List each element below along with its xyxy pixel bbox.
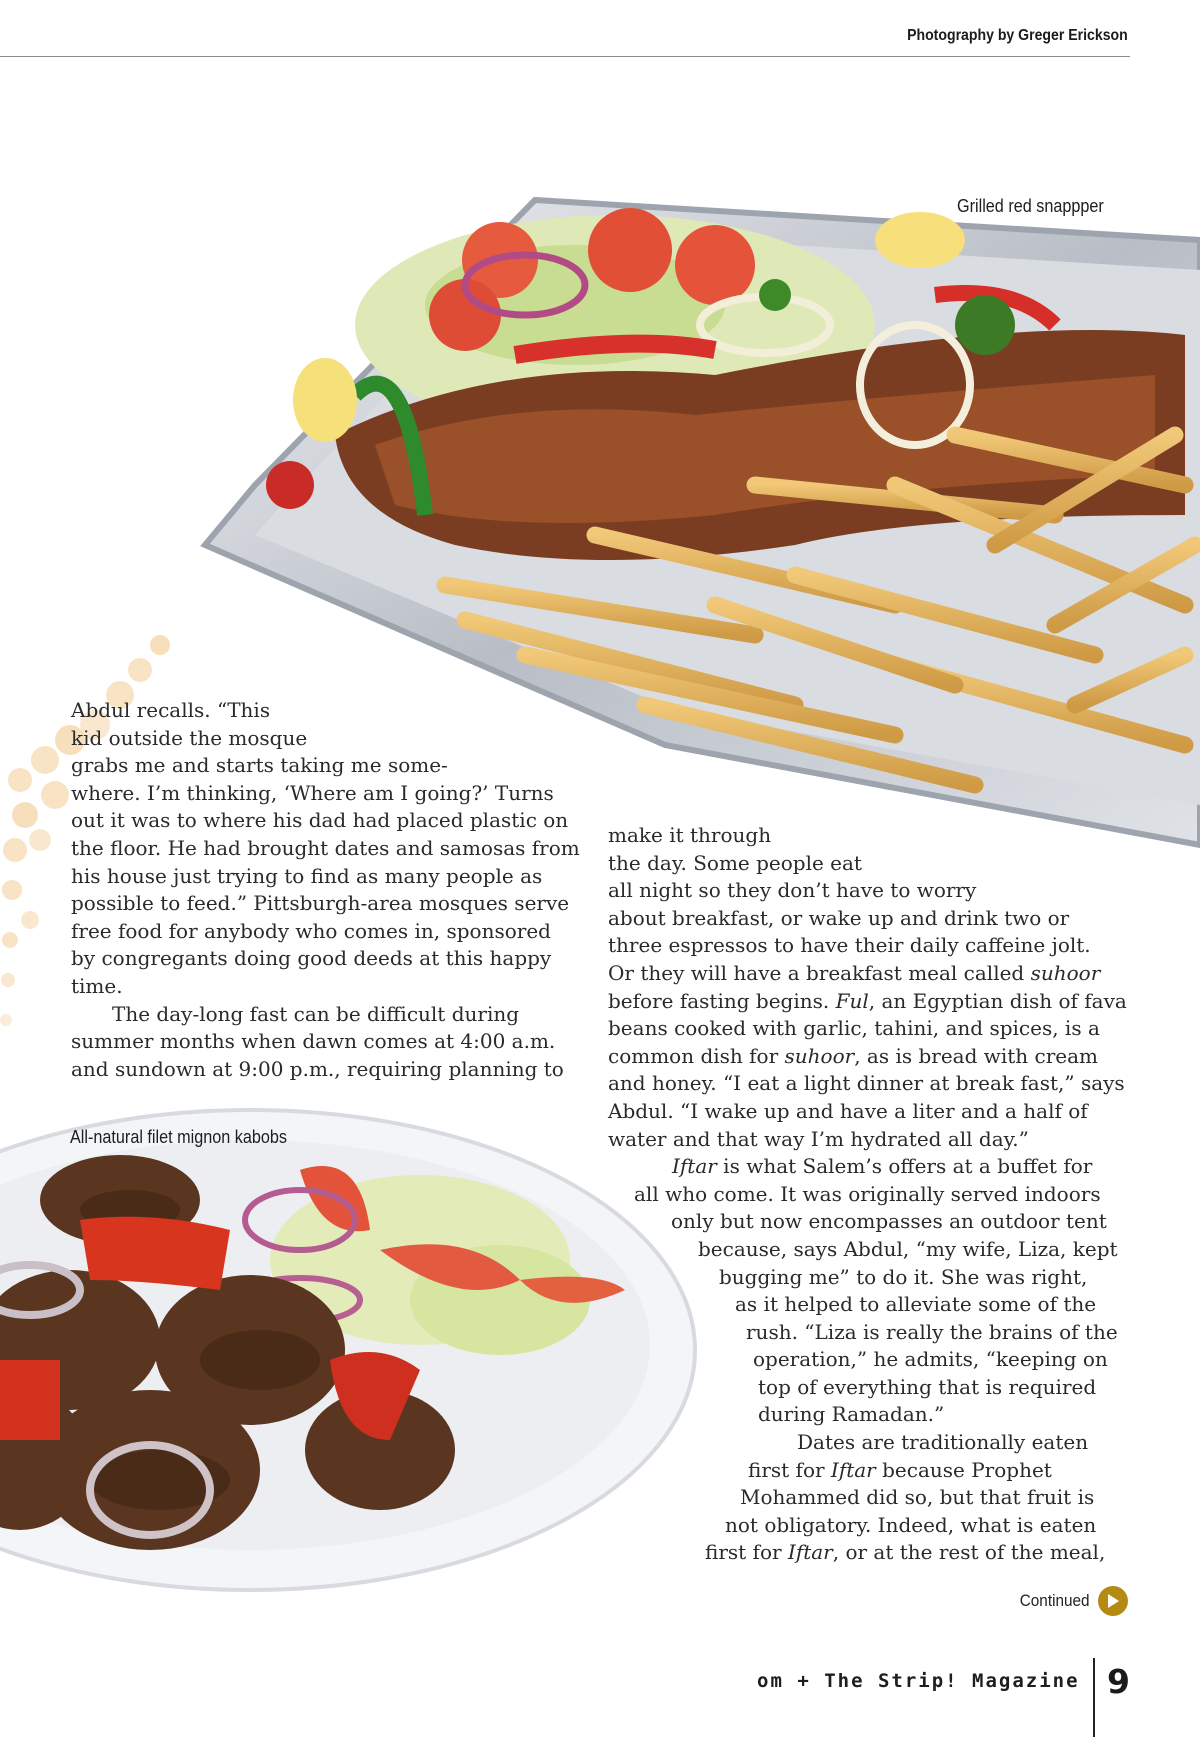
text-line: first for Iftar because Prophet — [748, 1457, 1052, 1482]
text-line: the floor. He had brought dates and samosas from — [71, 835, 580, 860]
text-line: Dates are traditionally eaten — [797, 1430, 1089, 1455]
kabobs-caption: All-natural filet mignon kabobs — [70, 1127, 288, 1147]
text-line: all night so they don’t have to worry — [608, 878, 977, 903]
text-line: out it was to where his dad had placed plastic on — [71, 808, 569, 833]
footer-divider — [1093, 1658, 1095, 1737]
text-line: by congregants doing good deeds at this happy — [71, 946, 552, 971]
text-line: where. I’m thinking, ‘Where am I going?’ Turns — [71, 780, 554, 805]
text-line: free food for anybody who comes in, sponsored — [71, 918, 551, 943]
text-line: Abdul. “I wake up and have a liter and a half of — [608, 1098, 1088, 1123]
text-line: operation,” he admits, “keeping on — [753, 1347, 1108, 1372]
text-line: Abdul recalls. “This — [71, 698, 271, 722]
text-line: his house just trying to find as many people as — [71, 863, 543, 888]
text-line: all who come. It was originally served indoors — [634, 1181, 1101, 1206]
photo-credit: Photography by Greger Erickson — [907, 27, 1128, 44]
text-line: top of everything that is required — [758, 1374, 1097, 1399]
text-line: water and that way I’m hydrated all day.” — [608, 1126, 1029, 1151]
continued-label: Continued — [1019, 1591, 1090, 1610]
text-line: rush. “Liza is really the brains of the — [746, 1319, 1118, 1344]
text-line: Mohammed did so, but that fruit is — [740, 1485, 1095, 1510]
text-line: only but now encompasses an outdoor tent — [671, 1209, 1107, 1234]
text-line: Iftar is what Salem’s offers at a buffet for — [672, 1154, 1093, 1179]
continued-link[interactable] — [1012, 1586, 1128, 1616]
text-line: beans cooked with garlic, tahini, and spices, is a — [608, 1016, 1100, 1041]
text-line: and sundown at 9:00 p.m., requiring planning to — [71, 1056, 564, 1081]
text-line: about breakfast, or wake up and drink two or — [608, 905, 1070, 930]
page-number: 9 — [1107, 1662, 1130, 1701]
snapper-caption: Grilled red snappper — [957, 196, 1104, 216]
text-line: as it helped to alleviate some of the — [735, 1292, 1097, 1317]
text-line: summer months when dawn comes at 4:00 a.m. — [71, 1029, 556, 1054]
text-line: common dish for suhoor, as is bread with cream — [608, 1043, 1099, 1068]
text-line: during Ramadan.” — [758, 1402, 945, 1427]
header-rule — [0, 56, 1130, 57]
text-line: three espressos to have their daily caffeine jolt. — [608, 933, 1091, 958]
filet-mignon-kabobs-photo — [0, 1140, 700, 1640]
text-line: before fasting begins. Ful, an Egyptian dish of fava — [608, 988, 1127, 1013]
text-line: The day-long fast can be difficult during — [112, 1001, 520, 1026]
text-line: and honey. “I eat a light dinner at break fast,” says — [608, 1071, 1125, 1096]
text-line: Or they will have a breakfast meal called suhoor — [608, 960, 1101, 985]
article-left-column — [71, 697, 580, 1083]
text-line: bugging me” to do it. She was right, — [719, 1264, 1088, 1289]
text-line: first for Iftar, or at the rest of the meal, — [705, 1540, 1106, 1565]
text-line: time. — [71, 973, 123, 998]
play-arrow-icon[interactable] — [1098, 1586, 1128, 1616]
text-line: grabs me and starts taking me some- — [71, 753, 448, 778]
text-line: not obligatory. Indeed, what is eaten — [725, 1512, 1097, 1537]
footer-publication: om + The Strip! Magazine — [757, 1670, 1080, 1692]
text-line: because, says Abdul, “my wife, Liza, kept — [698, 1236, 1118, 1261]
text-line: kid outside the mosque — [71, 725, 308, 750]
text-line: make it through — [608, 823, 772, 847]
text-line: possible to feed.” Pittsburgh-area mosques serve — [71, 891, 570, 916]
text-line: the day. Some people eat — [608, 850, 862, 875]
